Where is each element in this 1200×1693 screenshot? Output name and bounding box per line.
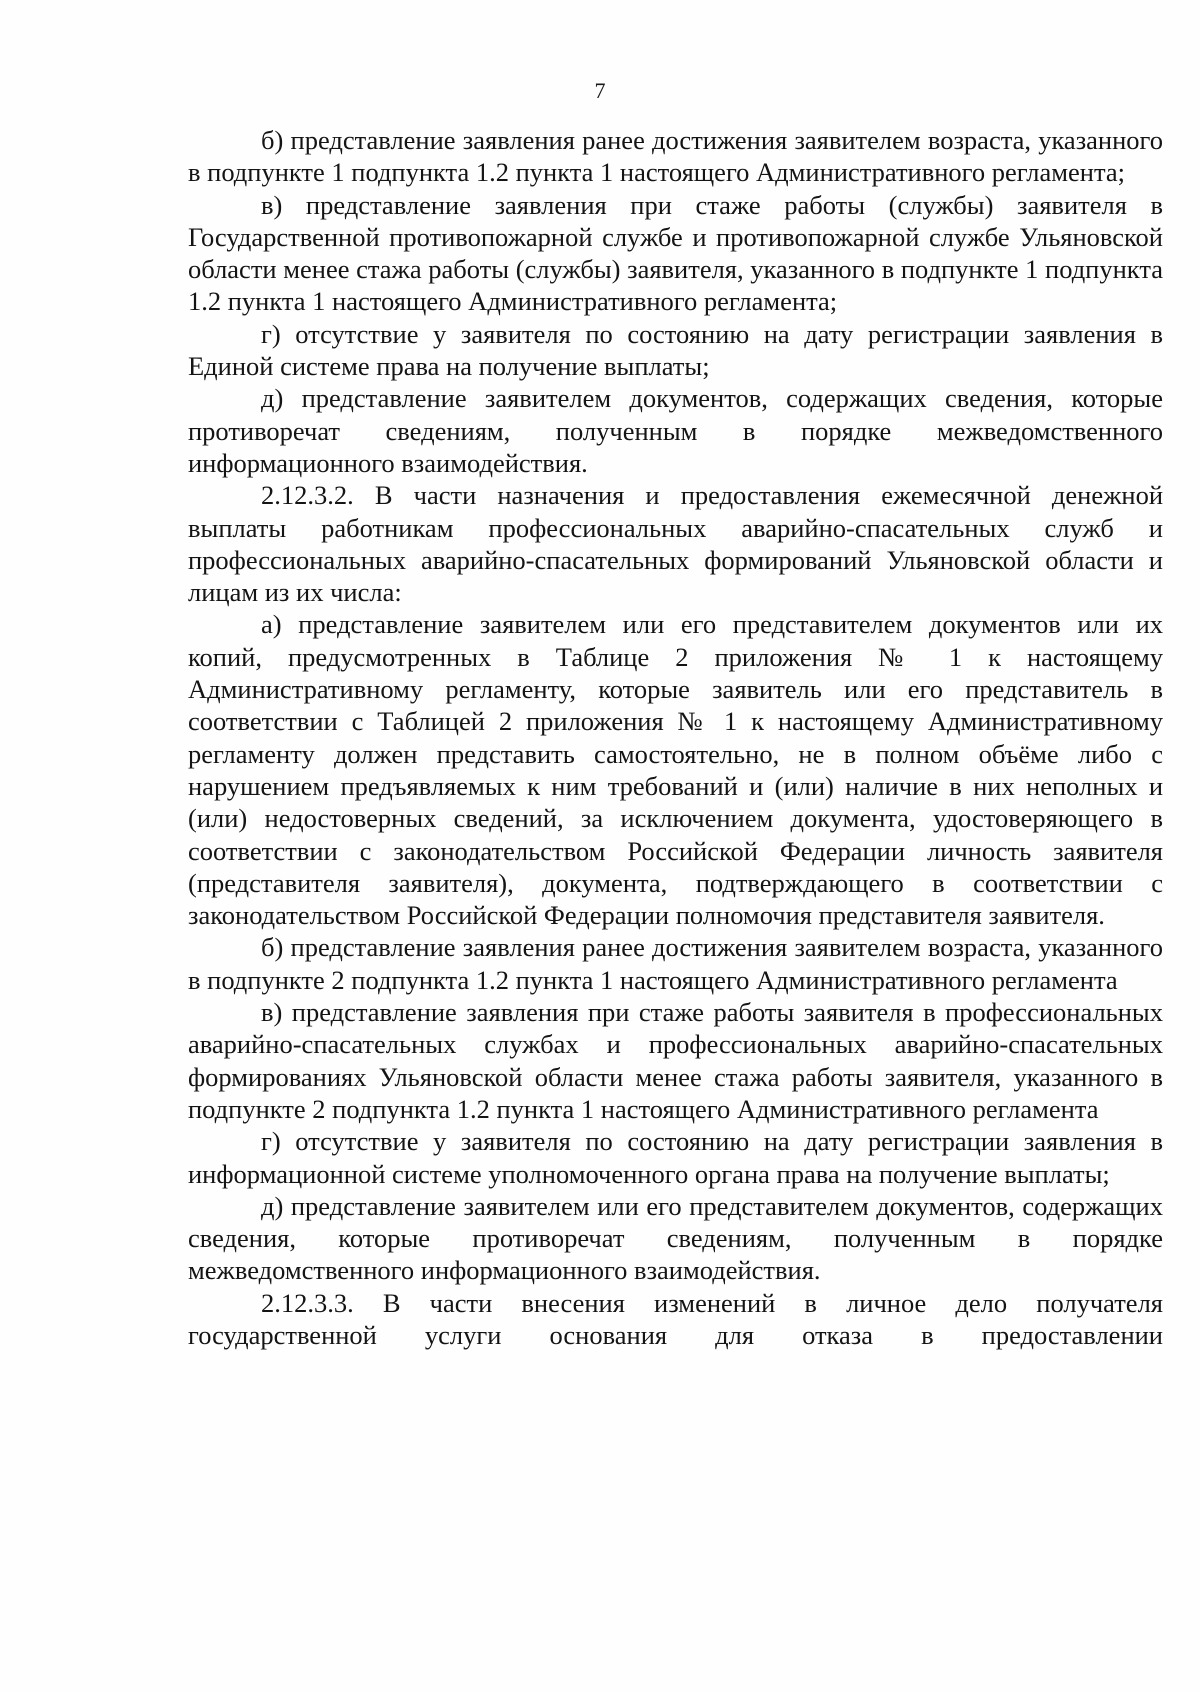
paragraph-a-documents: а) представление заявителем или его представителем документов или их копий, предусмотренных в Таблице 2 приложения № 1 к настоящему Административному регламенту, которые заявитель или его представитель в соответствии с Таблицей 2 приложения № 1 к настоящему Административному регламенту должен представить самостоятельно, не в полном объёме либо с нарушением предъявляемых к ним требований и (или) наличие в них неполных и (или) недостоверных сведений, за исключением документа, удостоверяющего в соответствии с законодательством Российской Федерации личность заявителя (представителя заявителя), документа, подтверждающего в соответствии с законодательством Российской Федерации полномочия представителя заявителя. <box>188 609 1163 931</box>
section-2-12-3-3: 2.12.3.3. В части внесения изменений в личное дело получателя государственной услуги основания для отказа в предоставлении <box>188 1287 1163 1350</box>
paragraph-g-information-system: г) отсутствие у заявителя по состоянию на дату регистрации заявления в информационной системе уполномоченного органа права на получение выплаты; <box>188 1126 1163 1189</box>
paragraph-b-age-2: б) представление заявления ранее достижения заявителем возраста, указанного в подпункте 2 подпункта 1.2 пункта 1 настоящего Административного регламента <box>188 932 1163 995</box>
section-2-12-3-2: 2.12.3.2. В части назначения и предоставления ежемесячной денежной выплаты работникам профессиональных аварийно-спасательных служб и профессиональных аварийно-спасательных формирований Ульяновской области и лицам из их числа: <box>188 480 1163 608</box>
paragraph-g-unified-system: г) отсутствие у заявителя по состоянию на дату регистрации заявления в Единой системе права на получение выплаты; <box>188 318 1163 382</box>
paragraph-v-service-length-2: в) представление заявления при стаже работы заявителя в профессиональных аварийно-спасательных службах и профессиональных аварийно-спасательных формированиях Ульяновской области менее стажа работы заявителя, указанного в подпункте 2 подпункта 1.2 пункта 1 настоящего Административного регламента <box>188 997 1163 1124</box>
paragraph-v-service-length: в) представление заявления при стаже работы (службы) заявителя в Государственной противопожарной службе и противопожарной службе Ульяновской области менее стажа работы (службы) заявителя, указанного в подпункте 1 подпункта 1.2 пункта 1 настоящего Административного регламента; <box>188 189 1163 317</box>
document-body <box>188 124 1163 1351</box>
paragraph-d-contradicting-info: д) представление заявителем документов, содержащих сведения, которые противоречат сведениям, полученным в порядке межведомственного информационного взаимодействия. <box>188 383 1163 478</box>
paragraph-d-contradicting-info-2: д) представление заявителем или его представителем документов, содержащих сведения, которые противоречат сведениям, полученным в порядке межведомственного информационного взаимодействия. <box>188 1190 1163 1286</box>
paragraph-b-age: б) представление заявления ранее достижения заявителем возраста, указанного в подпункте 1 подпункта 1.2 пункта 1 настоящего Административного регламента; <box>188 125 1163 188</box>
page-number: 7 <box>594 78 606 103</box>
